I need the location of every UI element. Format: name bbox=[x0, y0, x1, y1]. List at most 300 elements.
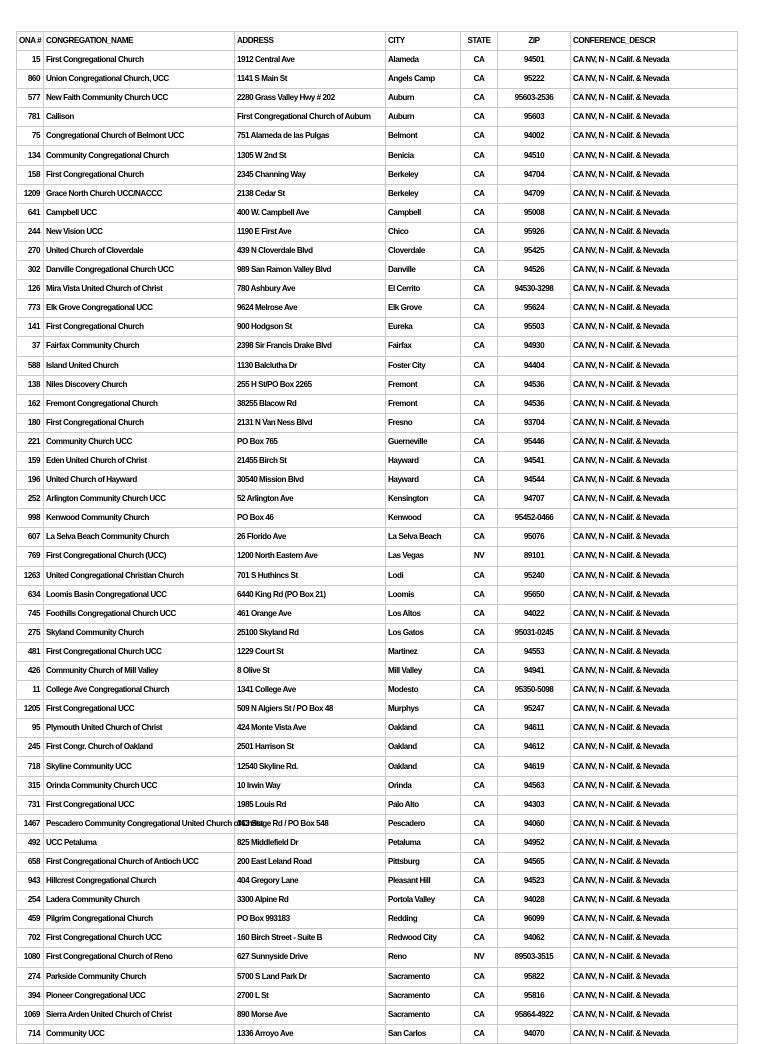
state-cell: CA bbox=[461, 528, 498, 547]
ona-cell: 658 bbox=[17, 852, 44, 871]
ona-cell: 773 bbox=[17, 299, 44, 318]
city-cell: Sacramento bbox=[386, 986, 461, 1005]
state-cell: CA bbox=[461, 184, 498, 203]
conference-cell: CA NV, N - N Calif. & Nevada bbox=[571, 623, 738, 642]
table-row bbox=[17, 509, 738, 528]
congregation-name-cell: Community Church UCC bbox=[44, 432, 235, 451]
ona-cell: 577 bbox=[17, 89, 44, 108]
table-row bbox=[17, 872, 738, 891]
congregation-name-cell: Community Congregational Church bbox=[44, 146, 235, 165]
conference-cell: CA NV, N - N Calif. & Nevada bbox=[571, 337, 738, 356]
congregation-name-cell: Ladera Community Church bbox=[44, 891, 235, 910]
state-cell: CA bbox=[461, 222, 498, 241]
conference-cell: CA NV, N - N Calif. & Nevada bbox=[571, 261, 738, 280]
conference-cell: CA NV, N - N Calif. & Nevada bbox=[571, 451, 738, 470]
conference-cell: CA NV, N - N Calif. & Nevada bbox=[571, 604, 738, 623]
table-row bbox=[17, 299, 738, 318]
ona-cell: 134 bbox=[17, 146, 44, 165]
city-cell: Mill Valley bbox=[386, 662, 461, 681]
state-cell: CA bbox=[461, 471, 498, 490]
congregation-name-cell: Orinda Community Church UCC bbox=[44, 776, 235, 795]
city-cell: Danville bbox=[386, 261, 461, 280]
congregation-name-cell: Arlington Community Church UCC bbox=[44, 490, 235, 509]
state-cell: CA bbox=[461, 929, 498, 948]
zip-cell: 94404 bbox=[498, 356, 571, 375]
congregation-name-cell: First Congregational UCC bbox=[44, 795, 235, 814]
city-cell: Kensington bbox=[386, 490, 461, 509]
state-cell: CA bbox=[461, 318, 498, 337]
address-cell: 1229 Court St bbox=[235, 642, 386, 661]
zip-cell: 94523 bbox=[498, 872, 571, 891]
zip-cell: 96099 bbox=[498, 910, 571, 929]
state-cell: CA bbox=[461, 1005, 498, 1024]
ona-cell: 459 bbox=[17, 910, 44, 929]
city-cell: Angels Camp bbox=[386, 70, 461, 89]
state-cell: CA bbox=[461, 241, 498, 260]
ona-cell: 641 bbox=[17, 203, 44, 222]
address-cell: 1336 Arroyo Ave bbox=[235, 1024, 386, 1043]
ona-cell: 15 bbox=[17, 51, 44, 70]
address-cell: 825 Middlefield Dr bbox=[235, 833, 386, 852]
congregation-name-cell: Parkside Community Church bbox=[44, 967, 235, 986]
conference-cell: CA NV, N - N Calif. & Nevada bbox=[571, 738, 738, 757]
table-row bbox=[17, 471, 738, 490]
city-cell: Alameda bbox=[386, 51, 461, 70]
address-cell: 38255 Blacow Rd bbox=[235, 394, 386, 413]
conference-cell: CA NV, N - N Calif. & Nevada bbox=[571, 356, 738, 375]
table-row bbox=[17, 451, 738, 470]
zip-cell: 95603 bbox=[498, 108, 571, 127]
ona-cell: 943 bbox=[17, 872, 44, 891]
congregation-name-cell: Foothills Congregational Church UCC bbox=[44, 604, 235, 623]
state-cell: CA bbox=[461, 89, 498, 108]
table-row bbox=[17, 337, 738, 356]
congregation-name-cell: Campbell UCC bbox=[44, 203, 235, 222]
congregation-name-cell: First Congregational Church of Antioch UCC bbox=[44, 852, 235, 871]
ona-cell: 245 bbox=[17, 738, 44, 757]
table-row bbox=[17, 547, 738, 566]
state-cell: CA bbox=[461, 337, 498, 356]
city-cell: Belmont bbox=[386, 127, 461, 146]
ona-cell: 860 bbox=[17, 70, 44, 89]
ona-cell: 1263 bbox=[17, 566, 44, 585]
state-cell: CA bbox=[461, 986, 498, 1005]
congregation-name-cell: First Congregational Church bbox=[44, 318, 235, 337]
ona-cell: 769 bbox=[17, 547, 44, 566]
zip-cell: 94536 bbox=[498, 394, 571, 413]
table-row bbox=[17, 681, 738, 700]
table-row bbox=[17, 70, 738, 89]
city-cell: Hayward bbox=[386, 471, 461, 490]
table-row bbox=[17, 910, 738, 929]
zip-cell: 94070 bbox=[498, 1024, 571, 1043]
ona-cell: 781 bbox=[17, 108, 44, 127]
congregation-name-cell: Loomis Basin Congregational UCC bbox=[44, 585, 235, 604]
conference-cell: CA NV, N - N Calif. & Nevada bbox=[571, 471, 738, 490]
city-cell: Pescadero bbox=[386, 814, 461, 833]
conference-cell: CA NV, N - N Calif. & Nevada bbox=[571, 910, 738, 929]
conference-cell: CA NV, N - N Calif. & Nevada bbox=[571, 299, 738, 318]
zip-cell: 95076 bbox=[498, 528, 571, 547]
state-cell: CA bbox=[461, 623, 498, 642]
address-cell: PO Box 46 bbox=[235, 509, 386, 528]
table-body bbox=[17, 51, 738, 1044]
table-row bbox=[17, 1005, 738, 1024]
congregation-name-cell: Danville Congregational Church UCC bbox=[44, 261, 235, 280]
zip-cell: 94028 bbox=[498, 891, 571, 910]
congregation-name-cell: Kenwood Community Church bbox=[44, 509, 235, 528]
state-cell: NV bbox=[461, 547, 498, 566]
table-row bbox=[17, 261, 738, 280]
congregation-name-cell: Hillcrest Congregational Church bbox=[44, 872, 235, 891]
congregation-name-cell: Niles Discovery Church bbox=[44, 375, 235, 394]
address-cell: 200 East Leland Road bbox=[235, 852, 386, 871]
address-cell: 1305 W 2nd St bbox=[235, 146, 386, 165]
table-row bbox=[17, 700, 738, 719]
city-cell: Hayward bbox=[386, 451, 461, 470]
ona-cell: 254 bbox=[17, 891, 44, 910]
zip-cell: 95650 bbox=[498, 585, 571, 604]
congregation-name-cell: Congregational Church of Belmont UCC bbox=[44, 127, 235, 146]
conference-cell: CA NV, N - N Calif. & Nevada bbox=[571, 222, 738, 241]
congregation-name-cell: La Selva Beach Community Church bbox=[44, 528, 235, 547]
ona-cell: 274 bbox=[17, 967, 44, 986]
address-cell: 2138 Cedar St bbox=[235, 184, 386, 203]
zip-cell: 94563 bbox=[498, 776, 571, 795]
ona-cell: 481 bbox=[17, 642, 44, 661]
header-state: STATE bbox=[461, 32, 498, 51]
city-cell: La Selva Beach bbox=[386, 528, 461, 547]
ona-cell: 394 bbox=[17, 986, 44, 1005]
state-cell: CA bbox=[461, 910, 498, 929]
ona-cell: 426 bbox=[17, 662, 44, 681]
ona-cell: 180 bbox=[17, 413, 44, 432]
conference-cell: CA NV, N - N Calif. & Nevada bbox=[571, 509, 738, 528]
header-zip: ZIP bbox=[498, 32, 571, 51]
zip-cell: 93704 bbox=[498, 413, 571, 432]
address-cell: 1341 College Ave bbox=[235, 681, 386, 700]
congregation-name-cell: UCC Petaluma bbox=[44, 833, 235, 852]
state-cell: CA bbox=[461, 738, 498, 757]
conference-cell: CA NV, N - N Calif. & Nevada bbox=[571, 51, 738, 70]
table-row bbox=[17, 356, 738, 375]
ona-cell: 634 bbox=[17, 585, 44, 604]
state-cell: CA bbox=[461, 1024, 498, 1043]
state-cell: CA bbox=[461, 681, 498, 700]
conference-cell: CA NV, N - N Calif. & Nevada bbox=[571, 795, 738, 814]
ona-cell: 141 bbox=[17, 318, 44, 337]
table-row bbox=[17, 165, 738, 184]
ona-cell: 588 bbox=[17, 356, 44, 375]
city-cell: Redding bbox=[386, 910, 461, 929]
ona-cell: 998 bbox=[17, 509, 44, 528]
address-cell: 363 Stage Rd / PO Box 548 bbox=[235, 814, 386, 833]
table-row bbox=[17, 528, 738, 547]
city-cell: Los Gatos bbox=[386, 623, 461, 642]
congregation-name-cell: Eden United Church of Christ bbox=[44, 451, 235, 470]
congregation-table bbox=[16, 31, 738, 1044]
conference-cell: CA NV, N - N Calif. & Nevada bbox=[571, 852, 738, 871]
address-cell: 5700 S Land Park Dr bbox=[235, 967, 386, 986]
state-cell: CA bbox=[461, 451, 498, 470]
conference-cell: CA NV, N - N Calif. & Nevada bbox=[571, 948, 738, 967]
state-cell: CA bbox=[461, 719, 498, 738]
city-cell: Reno bbox=[386, 948, 461, 967]
zip-cell: 94709 bbox=[498, 184, 571, 203]
zip-cell: 94619 bbox=[498, 757, 571, 776]
address-cell: 12540 Skyline Rd. bbox=[235, 757, 386, 776]
congregation-name-cell: First Congregational Church UCC bbox=[44, 642, 235, 661]
congregation-name-cell: Plymouth United Church of Christ bbox=[44, 719, 235, 738]
table-row bbox=[17, 318, 738, 337]
congregation-name-cell: First Congregational Church bbox=[44, 413, 235, 432]
table-row bbox=[17, 241, 738, 260]
table-row bbox=[17, 642, 738, 661]
conference-cell: CA NV, N - N Calif. & Nevada bbox=[571, 929, 738, 948]
city-cell: Los Altos bbox=[386, 604, 461, 623]
table-row bbox=[17, 604, 738, 623]
state-cell: CA bbox=[461, 356, 498, 375]
ona-cell: 1080 bbox=[17, 948, 44, 967]
address-cell: 2280 Grass Valley Hwy # 202 bbox=[235, 89, 386, 108]
address-cell: 751 Alameda de las Pulgas bbox=[235, 127, 386, 146]
zip-cell: 94704 bbox=[498, 165, 571, 184]
city-cell: Oakland bbox=[386, 738, 461, 757]
city-cell: Kenwood bbox=[386, 509, 461, 528]
congregation-name-cell: Skyline Community UCC bbox=[44, 757, 235, 776]
address-cell: 701 S Huthincs St bbox=[235, 566, 386, 585]
congregation-name-cell: Pescadero Community Congregational United Church of Christ bbox=[44, 814, 235, 833]
zip-cell: 95031-0245 bbox=[498, 623, 571, 642]
address-cell: 900 Hodgson St bbox=[235, 318, 386, 337]
ona-cell: 718 bbox=[17, 757, 44, 776]
address-cell: 424 Monte Vista Ave bbox=[235, 719, 386, 738]
ona-cell: 275 bbox=[17, 623, 44, 642]
city-cell: Auburn bbox=[386, 108, 461, 127]
address-cell: 255 H St/PO Box 2265 bbox=[235, 375, 386, 394]
conference-cell: CA NV, N - N Calif. & Nevada bbox=[571, 89, 738, 108]
zip-cell: 95864-4922 bbox=[498, 1005, 571, 1024]
table-row bbox=[17, 1024, 738, 1043]
congregation-name-cell: First Congr. Church of Oakland bbox=[44, 738, 235, 757]
city-cell: Auburn bbox=[386, 89, 461, 108]
congregation-name-cell: Pilgrim Congregational Church bbox=[44, 910, 235, 929]
ona-cell: 95 bbox=[17, 719, 44, 738]
congregation-name-cell: First Congregational Church bbox=[44, 165, 235, 184]
conference-cell: CA NV, N - N Calif. & Nevada bbox=[571, 814, 738, 833]
conference-cell: CA NV, N - N Calif. & Nevada bbox=[571, 1005, 738, 1024]
state-cell: CA bbox=[461, 108, 498, 127]
conference-cell: CA NV, N - N Calif. & Nevada bbox=[571, 566, 738, 585]
state-cell: CA bbox=[461, 757, 498, 776]
conference-cell: CA NV, N - N Calif. & Nevada bbox=[571, 757, 738, 776]
city-cell: Cloverdale bbox=[386, 241, 461, 260]
zip-cell: 94002 bbox=[498, 127, 571, 146]
spreadsheet-page bbox=[16, 31, 737, 1044]
address-cell: 9624 Melrose Ave bbox=[235, 299, 386, 318]
table-row bbox=[17, 757, 738, 776]
zip-cell: 94544 bbox=[498, 471, 571, 490]
zip-cell: 94526 bbox=[498, 261, 571, 280]
zip-cell: 94303 bbox=[498, 795, 571, 814]
zip-cell: 94060 bbox=[498, 814, 571, 833]
zip-cell: 94952 bbox=[498, 833, 571, 852]
state-cell: CA bbox=[461, 833, 498, 852]
congregation-name-cell: United Church of Cloverdale bbox=[44, 241, 235, 260]
header-address: ADDRESS bbox=[235, 32, 386, 51]
address-cell: 1190 E First Ave bbox=[235, 222, 386, 241]
table-row bbox=[17, 738, 738, 757]
congregation-name-cell: College Ave Congregational Church bbox=[44, 681, 235, 700]
zip-cell: 94553 bbox=[498, 642, 571, 661]
conference-cell: CA NV, N - N Calif. & Nevada bbox=[571, 719, 738, 738]
state-cell: CA bbox=[461, 413, 498, 432]
state-cell: CA bbox=[461, 203, 498, 222]
congregation-name-cell: Island United Church bbox=[44, 356, 235, 375]
city-cell: Lodi bbox=[386, 566, 461, 585]
conference-cell: CA NV, N - N Calif. & Nevada bbox=[571, 432, 738, 451]
congregation-name-cell: Community UCC bbox=[44, 1024, 235, 1043]
city-cell: Campbell bbox=[386, 203, 461, 222]
zip-cell: 95452-0466 bbox=[498, 509, 571, 528]
address-cell: 52 Arlington Ave bbox=[235, 490, 386, 509]
conference-cell: CA NV, N - N Calif. & Nevada bbox=[571, 318, 738, 337]
state-cell: CA bbox=[461, 432, 498, 451]
city-cell: Sacramento bbox=[386, 967, 461, 986]
table-row bbox=[17, 108, 738, 127]
city-cell: Chico bbox=[386, 222, 461, 241]
ona-cell: 1205 bbox=[17, 700, 44, 719]
state-cell: CA bbox=[461, 299, 498, 318]
zip-cell: 94536 bbox=[498, 375, 571, 394]
congregation-name-cell: Fremont Congregational Church bbox=[44, 394, 235, 413]
conference-cell: CA NV, N - N Calif. & Nevada bbox=[571, 872, 738, 891]
zip-cell: 95222 bbox=[498, 70, 571, 89]
city-cell: Fremont bbox=[386, 375, 461, 394]
conference-cell: CA NV, N - N Calif. & Nevada bbox=[571, 413, 738, 432]
conference-cell: CA NV, N - N Calif. & Nevada bbox=[571, 547, 738, 566]
table-row bbox=[17, 184, 738, 203]
zip-cell: 94941 bbox=[498, 662, 571, 681]
zip-cell: 95822 bbox=[498, 967, 571, 986]
city-cell: Berkeley bbox=[386, 165, 461, 184]
conference-cell: CA NV, N - N Calif. & Nevada bbox=[571, 146, 738, 165]
address-cell: 2398 Sir Francis Drake Blvd bbox=[235, 337, 386, 356]
ona-cell: 1069 bbox=[17, 1005, 44, 1024]
address-cell: 890 Morse Ave bbox=[235, 1005, 386, 1024]
state-cell: CA bbox=[461, 604, 498, 623]
table-row bbox=[17, 776, 738, 795]
state-cell: CA bbox=[461, 642, 498, 661]
ona-cell: 702 bbox=[17, 929, 44, 948]
address-cell: 1141 S Main St bbox=[235, 70, 386, 89]
address-cell: 1912 Central Ave bbox=[235, 51, 386, 70]
zip-cell: 95425 bbox=[498, 241, 571, 260]
address-cell: 2700 L St bbox=[235, 986, 386, 1005]
zip-cell: 94707 bbox=[498, 490, 571, 509]
table-row bbox=[17, 413, 738, 432]
table-row bbox=[17, 375, 738, 394]
congregation-name-cell: First Congregational Church of Reno bbox=[44, 948, 235, 967]
zip-cell: 94930 bbox=[498, 337, 571, 356]
zip-cell: 95240 bbox=[498, 566, 571, 585]
table-row bbox=[17, 127, 738, 146]
city-cell: Foster City bbox=[386, 356, 461, 375]
ona-cell: 244 bbox=[17, 222, 44, 241]
congregation-name-cell: Skyland Community Church bbox=[44, 623, 235, 642]
table-row bbox=[17, 432, 738, 451]
zip-cell: 94062 bbox=[498, 929, 571, 948]
state-cell: CA bbox=[461, 146, 498, 165]
city-cell: Oakland bbox=[386, 719, 461, 738]
address-cell: 439 N Cloverdale Blvd bbox=[235, 241, 386, 260]
address-cell: 3300 Alpine Rd bbox=[235, 891, 386, 910]
congregation-name-cell: Elk Grove Congregational UCC bbox=[44, 299, 235, 318]
zip-cell: 89101 bbox=[498, 547, 571, 566]
congregation-name-cell: New Vision UCC bbox=[44, 222, 235, 241]
conference-cell: CA NV, N - N Calif. & Nevada bbox=[571, 203, 738, 222]
conference-cell: CA NV, N - N Calif. & Nevada bbox=[571, 681, 738, 700]
state-cell: CA bbox=[461, 967, 498, 986]
table-row bbox=[17, 833, 738, 852]
state-cell: CA bbox=[461, 165, 498, 184]
city-cell: Murphys bbox=[386, 700, 461, 719]
city-cell: San Carlos bbox=[386, 1024, 461, 1043]
congregation-name-cell: First Congregational Church (UCC) bbox=[44, 547, 235, 566]
city-cell: Guerneville bbox=[386, 432, 461, 451]
zip-cell: 95446 bbox=[498, 432, 571, 451]
ona-cell: 302 bbox=[17, 261, 44, 280]
congregation-name-cell: Mira Vista United Church of Christ bbox=[44, 280, 235, 299]
header-city: CITY bbox=[386, 32, 461, 51]
address-cell: 8 Olive St bbox=[235, 662, 386, 681]
city-cell: Fresno bbox=[386, 413, 461, 432]
address-cell: 989 San Ramon Valley Blvd bbox=[235, 261, 386, 280]
address-cell: 627 Sunnyside Drive bbox=[235, 948, 386, 967]
city-cell: Eureka bbox=[386, 318, 461, 337]
ona-cell: 37 bbox=[17, 337, 44, 356]
state-cell: CA bbox=[461, 700, 498, 719]
table-row bbox=[17, 280, 738, 299]
city-cell: Redwood City bbox=[386, 929, 461, 948]
address-cell: 404 Gregory Lane bbox=[235, 872, 386, 891]
table-row bbox=[17, 585, 738, 604]
conference-cell: CA NV, N - N Calif. & Nevada bbox=[571, 967, 738, 986]
ona-cell: 270 bbox=[17, 241, 44, 260]
table-row bbox=[17, 89, 738, 108]
address-cell: First Congregational Church of Auburn bbox=[235, 108, 386, 127]
address-cell: 1130 Balclutha Dr bbox=[235, 356, 386, 375]
congregation-name-cell: Grace North Church UCC/NACCC bbox=[44, 184, 235, 203]
ona-cell: 196 bbox=[17, 471, 44, 490]
conference-cell: CA NV, N - N Calif. & Nevada bbox=[571, 394, 738, 413]
conference-cell: CA NV, N - N Calif. & Nevada bbox=[571, 1024, 738, 1043]
zip-cell: 89503-3515 bbox=[498, 948, 571, 967]
table-row bbox=[17, 490, 738, 509]
ona-cell: 159 bbox=[17, 451, 44, 470]
state-cell: CA bbox=[461, 261, 498, 280]
city-cell: Oakland bbox=[386, 757, 461, 776]
conference-cell: CA NV, N - N Calif. & Nevada bbox=[571, 280, 738, 299]
zip-cell: 94530-3298 bbox=[498, 280, 571, 299]
conference-cell: CA NV, N - N Calif. & Nevada bbox=[571, 490, 738, 509]
city-cell: Sacramento bbox=[386, 1005, 461, 1024]
header-ona: ONA # bbox=[17, 32, 44, 51]
ona-cell: 1467 bbox=[17, 814, 44, 833]
state-cell: CA bbox=[461, 776, 498, 795]
table-row bbox=[17, 566, 738, 585]
zip-cell: 95008 bbox=[498, 203, 571, 222]
